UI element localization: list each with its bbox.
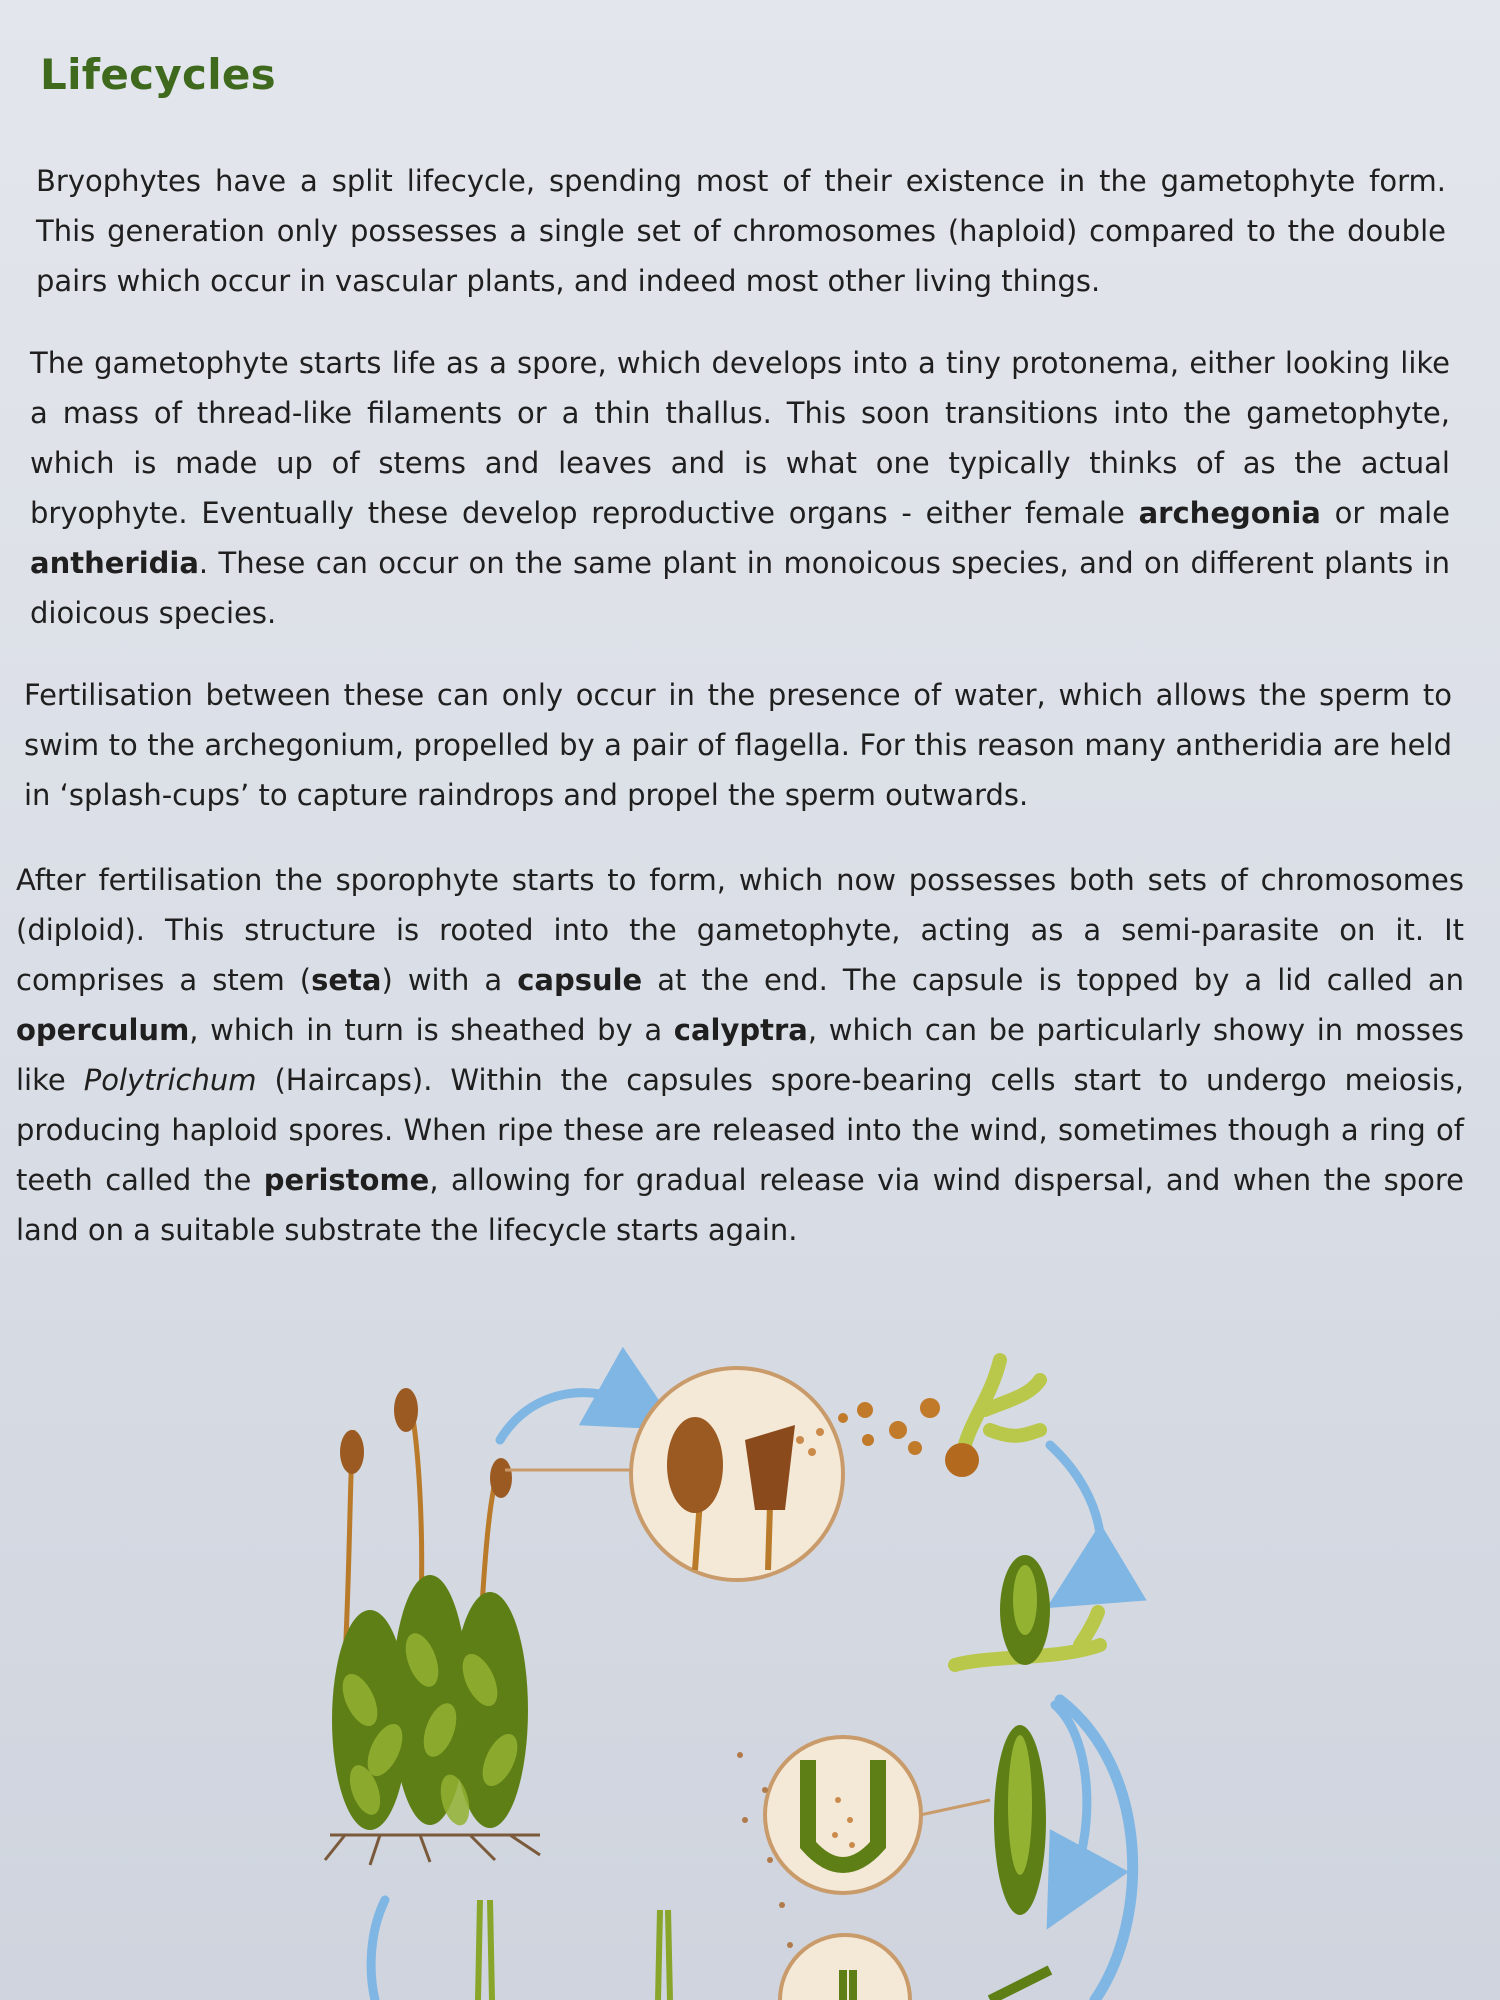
term-polytrichum: Polytrichum bbox=[83, 1063, 257, 1097]
moss-gametophyte-icon bbox=[325, 1388, 540, 1865]
term-antheridia: antheridia bbox=[30, 546, 199, 580]
cycle-arrow-icon bbox=[1050, 1445, 1101, 1585]
archegonia-shoots-icon bbox=[478, 1900, 1050, 2000]
spore-dots-icon bbox=[838, 1398, 940, 1455]
text-run: , which in turn is sheathed by a bbox=[189, 1013, 674, 1047]
cycle-arrow-icon bbox=[1060, 1700, 1133, 2000]
cycle-arrow-icon bbox=[500, 1393, 640, 1440]
paragraph-gametophyte bbox=[30, 338, 1450, 638]
text-run: at the end. The capsule is topped by a lid called an bbox=[642, 963, 1464, 997]
cycle-arrow-icon bbox=[1055, 1705, 1087, 1890]
term-seta: seta bbox=[311, 963, 382, 997]
term-capsule: capsule bbox=[517, 963, 643, 997]
text-run: , allowing for gradual release via wind dispersal, and when the spore land on a suitable substrate the lifecycle starts again. bbox=[16, 1163, 1464, 1247]
text-run: . These can occur on the same plant in monoicous species, and on different plants in dioicous species. bbox=[30, 546, 1450, 630]
text-run: , which can be particularly showy in mosses like bbox=[16, 1013, 1464, 1097]
germinating-spore-icon bbox=[945, 1360, 1040, 1477]
paragraph-intro: Bryophytes have a split lifecycle, spending most of their existence in the gametophyte form. This generation only possesses a single set of chromosomes (haploid) compared to the double pairs which occur in vascular plants, and indeed most other living things. bbox=[36, 164, 1446, 298]
cycle-arrow-icon bbox=[371, 1900, 385, 2000]
lifecycle-illustration bbox=[0, 1300, 1500, 2000]
paragraph-sporophyte bbox=[16, 855, 1464, 1255]
text-run: ) with a bbox=[381, 963, 518, 997]
term-peristome: peristome bbox=[263, 1163, 430, 1197]
protonema-icon bbox=[955, 1555, 1100, 1665]
term-operculum: operculum bbox=[16, 1013, 190, 1047]
term-archegonia: archegonia bbox=[1138, 496, 1321, 530]
page-title: Lifecycles bbox=[40, 50, 276, 99]
text-run: The gametophyte starts life as a spore, which develops into a tiny protonema, either looking like a mass of thread-like filaments or a thin thallus. This soon transitions into the gametophyte, which is made up of stems and leaves and is what one typically thinks of as the actual bryophyte. Eventually these develop reproductive organs - either female bbox=[30, 346, 1450, 530]
text-run: or male bbox=[1320, 496, 1450, 530]
splash-cup-detail-icon bbox=[765, 1737, 921, 1893]
capsule-detail-icon bbox=[631, 1368, 843, 1580]
term-calyptra: calyptra bbox=[673, 1013, 808, 1047]
young-shoot-icon bbox=[994, 1725, 1046, 1915]
text-run: After fertilisation the sporophyte starts to form, which now possesses both sets of chromosomes (diploid). This structure is rooted into the gametophyte, acting as a semi-parasite on it. It comprises a stem ( bbox=[16, 863, 1464, 997]
paragraph-fertilisation: Fertilisation between these can only occur in the presence of water, which allows the sperm to swim to the archegonium, propelled by a pair of flagella. For this reason many antheridia are held in ‘splash-cups’ to capture raindrops and propel the sperm outwards. bbox=[24, 678, 1452, 812]
text-run: (Haircaps). Within the capsules spore-bearing cells start to undergo meiosis, producing haploid spores. When ripe these are released into the wind, sometimes though a ring of teeth called the bbox=[16, 1063, 1464, 1197]
